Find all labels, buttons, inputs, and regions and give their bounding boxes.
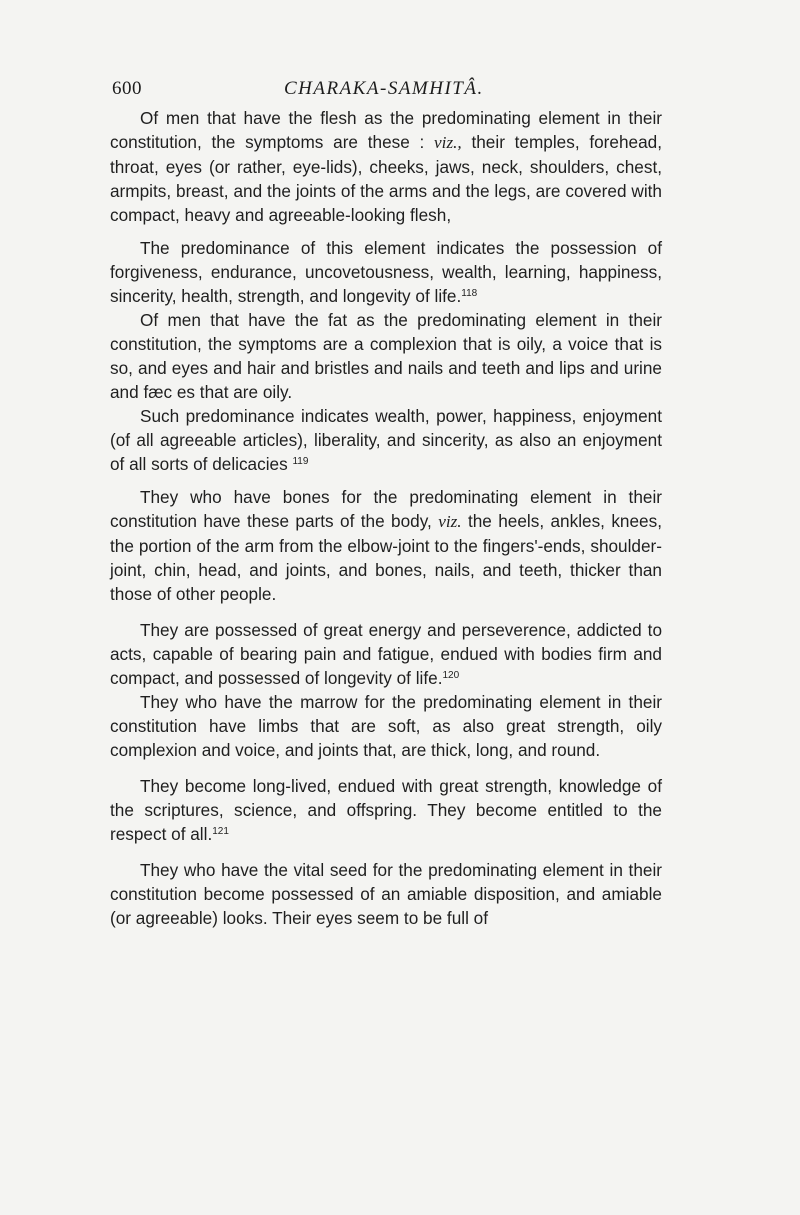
paragraph-text: Of men that have the flesh as the predominating element in their constitution, the symptoms are these :	[110, 108, 662, 152]
paragraph-text: They who have the vital seed for the predominating element in their constitution become possessed of an amiable disposition, and amiable (or agreeable) looks. Their eyes seem to be full of	[110, 860, 662, 928]
paragraph-text: the heels, ankles, knees, the portion of the arm from the elbow-joint to the fingers'-ends, shoulder-joint, chin, head, and joints, and bones, nails, and teeth, thicker than those of other people.	[110, 511, 662, 604]
paragraph-fat-predominance	[110, 404, 662, 476]
paragraph-vital-seed	[110, 858, 662, 930]
body-text	[110, 106, 662, 930]
paragraph-fat	[110, 308, 662, 404]
paragraph-text: They become long-lived, endued with great strength, knowledge of the scriptures, science, and offspring. They become entitled to the respect of all.	[110, 776, 662, 844]
footnote-marker: 120	[442, 670, 460, 681]
page-number: 600	[112, 78, 142, 99]
paragraph-bones	[110, 485, 662, 606]
paragraph-flesh	[110, 106, 662, 227]
footnote-marker: 119	[292, 456, 309, 467]
running-head	[110, 70, 662, 106]
paragraph-marrow	[110, 690, 662, 762]
paragraph-text: The predominance of this element indicates the possession of forgiveness, endurance, uncovetousness, wealth, learning, happiness, sincerity, health, strength, and longevity of life.	[110, 238, 662, 306]
footnote-marker: 121	[212, 826, 229, 837]
emphasis: viz.	[438, 512, 462, 531]
emphasis: viz.,	[434, 133, 462, 152]
paragraph-flesh-predominance	[110, 236, 662, 308]
running-title: CHARAKA-SAMHITÂ.	[284, 78, 484, 99]
paragraph-marrow-predominance	[110, 774, 662, 846]
paragraph-bones-predominance	[110, 618, 662, 690]
paragraph-text: their temples, forehead, throat, eyes (or rather, eye-lids), cheeks, jaws, neck, shoulders, chest, armpits, breast, and the joints of the arms and the legs, are covered with compact, heavy and agreeable-looking flesh,	[110, 132, 662, 225]
paragraph-text: They who have the marrow for the predominating element in their constitution have limbs that are soft, as also great strength, oily complexion and voice, and joints that, are thick, long, and round.	[110, 692, 662, 760]
paragraph-text: Such predominance indicates wealth, power, happiness, enjoyment (of all agreeable articles), liberality, and sincerity, as also an enjoyment of all sorts of delicacies	[110, 406, 662, 474]
footnote-marker: 118	[461, 288, 478, 299]
paragraph-text: They are possessed of great energy and perseverence, addicted to acts, capable of bearing pain and fatigue, endued with bodies firm and compact, and possessed of longevity of life.	[110, 620, 662, 688]
paragraph-text: They who have bones for the predominating element in their constitution have these parts of the body,	[110, 487, 662, 531]
paragraph-text: Of men that have the fat as the predominating element in their constitution, the symptoms are a complexion that is oily, a voice that is so, and eyes and hair and bristles and nails and teeth and lips and urine and fæc es that are oily.	[110, 310, 662, 402]
